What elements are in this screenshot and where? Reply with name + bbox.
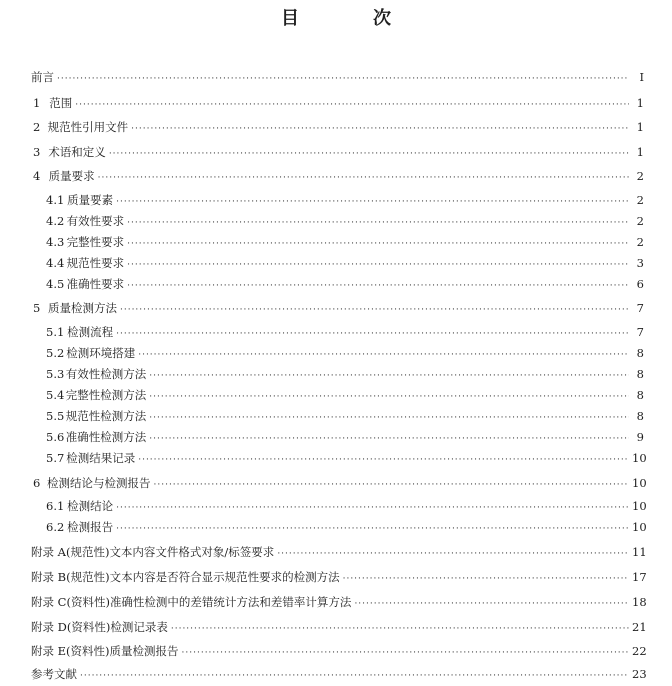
toc-entry-page: 2	[636, 193, 644, 207]
toc-entry-page: 3	[636, 256, 644, 270]
toc-entry-5-5[interactable]	[46, 408, 644, 424]
toc-entry-2[interactable]	[33, 119, 644, 135]
toc-entry-label: 检测结论	[67, 499, 114, 513]
toc-entry-number: 4	[33, 169, 41, 183]
leader-dots	[120, 302, 629, 318]
toc-entry-label: 规范性检测方法	[65, 409, 147, 423]
toc-entry-number: 5.7	[46, 451, 65, 465]
toc-entry-3[interactable]	[33, 144, 644, 160]
toc-entry-label: 检测环境搭建	[66, 346, 136, 360]
toc-entry-label: 文本内容是否符合显示规范性要求的检测方法	[109, 570, 340, 584]
toc-entry-4-1[interactable]	[46, 192, 644, 208]
toc-entry-number: 4.1	[46, 193, 65, 207]
toc-entry-number: 4.3	[46, 235, 65, 249]
leader-dots	[116, 194, 629, 210]
toc-entry-page: 22	[632, 644, 647, 658]
toc-entry-label: 检测报告	[67, 520, 114, 534]
leader-dots	[80, 668, 629, 684]
toc-entry-5-7[interactable]	[46, 450, 647, 466]
toc-entry-number: 5.6	[46, 430, 65, 444]
toc-entry-page: 2	[636, 169, 644, 183]
leader-dots	[75, 97, 629, 113]
toc-entry-label: 准确性要求	[66, 277, 125, 291]
toc-entry-preface[interactable]	[31, 69, 644, 85]
leader-dots	[343, 571, 629, 587]
toc-entry-4-5[interactable]	[46, 276, 644, 292]
toc-entry-page: 18	[632, 595, 647, 609]
page-title: 目 次	[281, 8, 419, 29]
toc-entry-number: 6.1	[46, 499, 65, 513]
toc-entry-page: 1	[636, 96, 644, 110]
toc-entry-page: 1	[636, 145, 644, 159]
toc-entry-label: 规范性引用文件	[47, 120, 129, 134]
toc-entry-label: 有效性检测方法	[65, 367, 147, 381]
toc-entry-number: 5.1	[46, 325, 65, 339]
leader-dots	[127, 215, 629, 231]
toc-entry-4[interactable]	[33, 168, 644, 184]
leader-dots	[131, 121, 629, 137]
toc-entry-5-6[interactable]	[46, 429, 644, 445]
toc-entry-label: 检测结论与检测报告	[47, 476, 151, 490]
toc-entry-page: 8	[636, 367, 644, 381]
toc-entry-number: 5.5	[46, 409, 65, 423]
toc-entry-page: 10	[632, 520, 647, 534]
toc-entry-label: 范围	[49, 96, 73, 110]
toc-entry-page: 8	[636, 409, 644, 423]
toc-entry-number: 5.3	[46, 367, 65, 381]
toc-entry-label: 准确性检测方法	[65, 430, 147, 444]
toc-entry-label: 质量要求	[48, 169, 95, 183]
toc-entry-page: 8	[636, 346, 644, 360]
toc-entry-6-1[interactable]	[46, 498, 647, 514]
toc-entry-page: Ⅰ	[639, 70, 644, 84]
leader-dots	[182, 645, 629, 661]
leader-dots	[109, 146, 629, 162]
toc-entry-number: 5.2	[46, 346, 65, 360]
toc-entry-page: 21	[632, 620, 647, 634]
toc-entry-4-4[interactable]	[46, 255, 644, 271]
leader-dots	[149, 410, 629, 426]
toc-entry-page: 6	[636, 277, 644, 291]
toc-entry-5-3[interactable]	[46, 366, 644, 382]
leader-dots	[116, 521, 629, 537]
toc-entry-page: 11	[632, 545, 647, 559]
toc-entry-references[interactable]	[31, 666, 647, 682]
toc-entry-label: 检测流程	[67, 325, 114, 339]
toc-entry-label: 质量要素	[67, 193, 114, 207]
toc-entry-page: 7	[636, 301, 644, 315]
leader-dots	[116, 326, 629, 342]
toc-entry-number: 1	[33, 96, 41, 110]
toc-entry-label: 检测结果记录	[66, 451, 136, 465]
toc-entry-5-4[interactable]	[46, 387, 644, 403]
toc-entry-6[interactable]	[33, 475, 647, 491]
leader-dots	[127, 278, 629, 294]
leader-dots	[149, 389, 629, 405]
toc-entry-number: 附录 D(资料性)	[31, 620, 111, 634]
toc-entry-label: 准确性检测中的差错统计方法和差错率计算方法	[109, 595, 352, 609]
toc-entry-label: 文本内容文件格式对象/标签要求	[109, 545, 275, 559]
toc-entry-page: 7	[636, 325, 644, 339]
toc-entry-label: 质量检测方法	[47, 301, 117, 315]
toc-entry-4-2[interactable]	[46, 213, 644, 229]
leader-dots	[354, 596, 629, 612]
toc-entry-appendix-a[interactable]	[31, 544, 647, 560]
leader-dots	[127, 257, 629, 273]
toc-entry-label: 规范性要求	[66, 256, 125, 270]
toc-entry-number: 5.4	[46, 388, 65, 402]
toc-entry-number: 3	[33, 145, 41, 159]
leader-dots	[116, 500, 629, 516]
leader-dots	[277, 546, 629, 562]
toc-entry-label: 术语和定义	[48, 145, 106, 159]
leader-dots	[138, 452, 629, 468]
toc-entry-page: 9	[636, 430, 644, 444]
toc-entry-1[interactable]	[33, 95, 644, 111]
leader-dots	[138, 347, 629, 363]
toc-entry-5-1[interactable]	[46, 324, 644, 340]
leader-dots	[149, 368, 629, 384]
toc-entry-page: 8	[636, 388, 644, 402]
leader-dots	[98, 170, 629, 186]
toc-entry-number: 4.5	[46, 277, 65, 291]
toc-entry-5[interactable]	[33, 300, 644, 316]
toc-entry-number: 6	[33, 476, 41, 490]
toc-entry-6-2[interactable]	[46, 519, 647, 535]
toc-entry-page: 10	[632, 476, 647, 490]
toc-entry-number: 4.2	[46, 214, 65, 228]
leader-dots	[127, 236, 629, 252]
leader-dots	[171, 621, 629, 637]
toc-entry-appendix-d[interactable]	[31, 619, 647, 635]
toc-entry-page: 23	[632, 667, 647, 681]
toc-entry-number: 5	[33, 301, 41, 315]
toc-entry-number: 附录 C(资料性)	[31, 595, 110, 609]
toc-entry-label: 质量检测报告	[109, 644, 179, 658]
toc-entry-appendix-b[interactable]	[31, 569, 647, 585]
leader-dots	[57, 71, 629, 87]
toc-entry-label: 前言	[31, 70, 54, 84]
toc-entry-appendix-c[interactable]	[31, 594, 647, 610]
toc-entry-number: 2	[33, 120, 41, 134]
toc-entry-label: 检测记录表	[110, 620, 168, 634]
toc-entry-page: 2	[636, 235, 644, 249]
toc-entry-page: 2	[636, 214, 644, 228]
toc-entry-page: 17	[632, 570, 647, 584]
toc-entry-label: 完整性要求	[66, 235, 125, 249]
toc-entry-label: 完整性检测方法	[65, 388, 147, 402]
toc-entry-page: 1	[636, 120, 644, 134]
toc-entry-5-2[interactable]	[46, 345, 644, 361]
toc-entry-label: 参考文献	[31, 667, 77, 681]
toc-entry-label: 有效性要求	[66, 214, 125, 228]
toc-entry-appendix-e[interactable]	[31, 643, 647, 659]
toc-entry-number: 附录 E(资料性)	[31, 644, 110, 658]
toc-entry-number: 附录 B(规范性)	[31, 570, 110, 584]
leader-dots	[149, 431, 629, 447]
toc-entry-number: 4.4	[46, 256, 65, 270]
toc-entry-4-3[interactable]	[46, 234, 644, 250]
toc-entry-number: 6.2	[46, 520, 65, 534]
toc-entry-page: 10	[632, 451, 647, 465]
toc-entry-number: 附录 A(规范性)	[31, 545, 110, 559]
leader-dots	[154, 477, 630, 493]
toc-entry-page: 10	[632, 499, 647, 513]
